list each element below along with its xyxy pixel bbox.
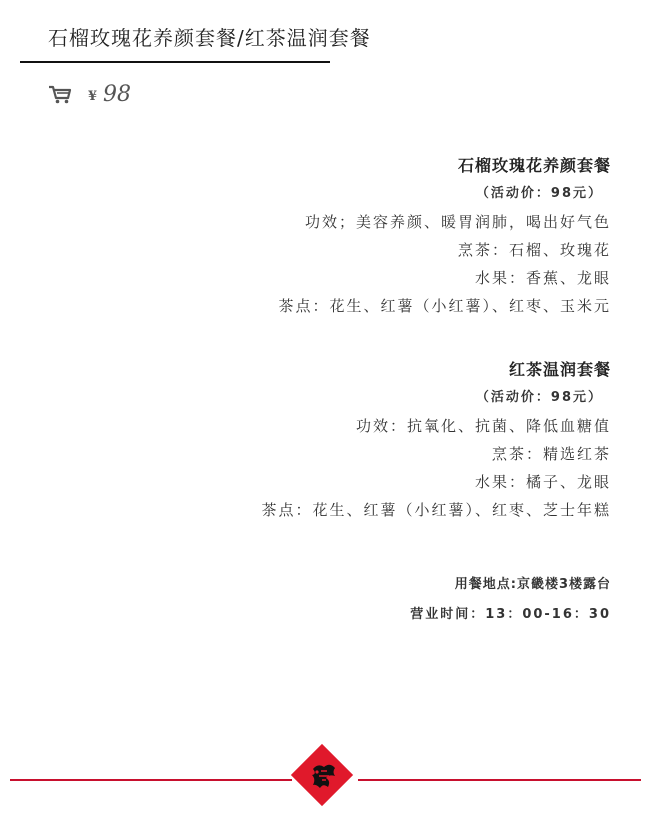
set-fruit: 水果：香蕉、龙眼	[474, 269, 611, 287]
set-title: 石榴玫瑰花养颜套餐	[457, 156, 611, 175]
fu-seal-icon	[304, 757, 344, 797]
title-underline	[20, 61, 330, 63]
opening-hours: 营业时间：13：00-16：30	[410, 607, 611, 622]
set-effect: 功效：抗氧化、抗菌、降低血糖值	[355, 417, 611, 435]
set-tea: 烹茶：精选红茶	[491, 445, 611, 463]
divider-line-left	[10, 779, 292, 781]
set-snack: 茶点：花生、红薯（小红薯）、红枣、芝士年糕	[261, 501, 611, 519]
shopping-cart-icon[interactable]	[48, 84, 72, 104]
set-title: 红茶温润套餐	[508, 360, 611, 379]
divider-line-right	[358, 779, 641, 781]
currency-symbol: ¥	[88, 88, 98, 104]
set-effect: 功效；美容养颜、暖胃润肺，喝出好气色	[304, 213, 611, 231]
set-tea: 烹茶：石榴、玫瑰花	[457, 241, 611, 259]
set-fruit: 水果：橘子、龙眼	[474, 473, 611, 491]
price-row	[48, 80, 131, 108]
set-promo-price: （活动价：98元）	[475, 186, 603, 201]
set-gap	[51, 320, 611, 356]
set-block-1	[51, 152, 611, 320]
bottom-decoration	[0, 745, 651, 813]
set-snack: 茶点：花生、红薯（小红薯）、红枣、玉米元	[278, 297, 611, 315]
price-value: 98	[103, 81, 132, 107]
venue-info	[410, 570, 611, 630]
page-title: 石榴玫瑰花养颜套餐/红茶温润套餐	[48, 26, 371, 50]
menu-list	[51, 152, 611, 524]
set-promo-price: （活动价：98元）	[475, 390, 603, 405]
dining-location: 用餐地点:京畿楼3楼露台	[454, 577, 611, 592]
set-block-2	[51, 356, 611, 524]
